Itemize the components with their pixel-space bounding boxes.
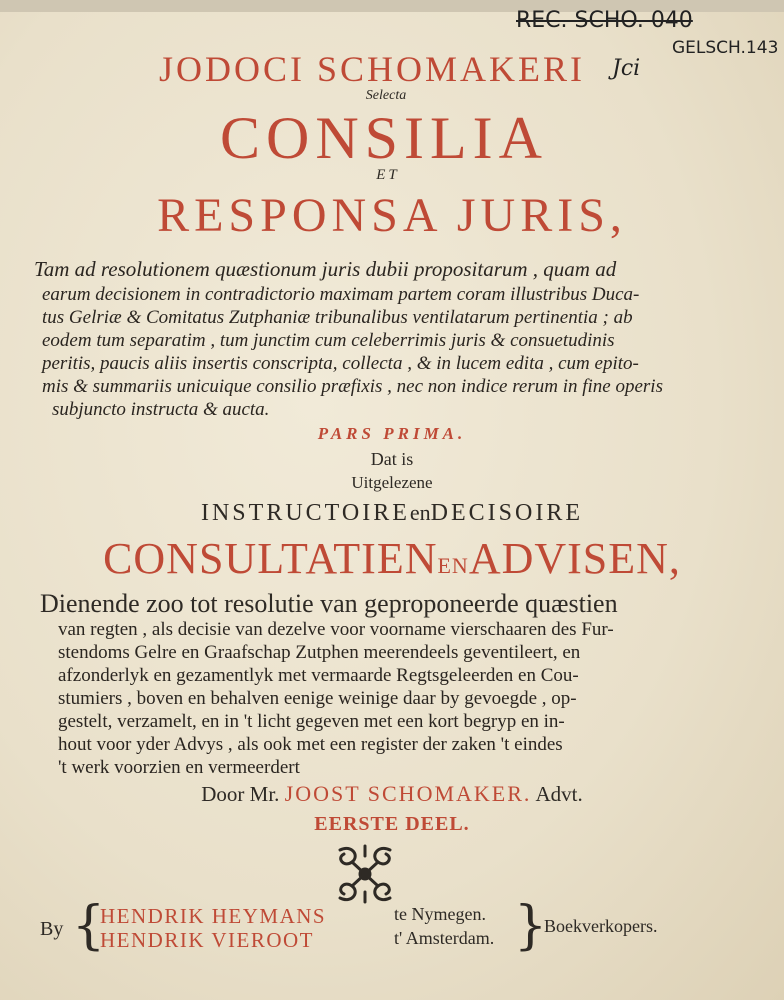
publisher-2: HENDRIK VIEROOT <box>100 928 315 952</box>
instructoire-line <box>0 500 784 527</box>
instructoire-en: en <box>409 500 431 525</box>
latin-line: subjuncto instructa & aucta. <box>52 399 270 420</box>
city-2: t' Amsterdam. <box>394 928 495 948</box>
latin-line: Tam ad resolutionem quæstionum juris dubii propositarum , quam ad <box>34 257 617 281</box>
dutch-line: Dienende zoo tot resolutie van geproponeerde quæstien <box>40 589 618 618</box>
door-prefix: Door Mr. <box>201 782 280 806</box>
et-label: ET <box>376 167 400 183</box>
consultatien-en: EN <box>437 553 469 578</box>
author-name: JOOST SCHOMAKER. <box>284 781 532 806</box>
handwritten-note: Jci <box>612 56 641 81</box>
printers-ornament-icon <box>330 842 400 906</box>
dutch-line: 't werk voorzien en vermeerdert <box>58 757 300 778</box>
advisen-word: ADVISEN, <box>468 534 681 583</box>
door-suffix: Advt. <box>535 782 583 806</box>
dutch-line: stumiers , boven en behalven eenige weinige daar by gevoegde , op- <box>58 688 577 709</box>
consilia-title: CONSILIA <box>220 105 548 171</box>
shelfmark-current: GELSCH.143 <box>672 38 779 58</box>
eerste-deel: EERSTE DEEL. <box>314 813 470 835</box>
imprint-by: By <box>40 918 64 940</box>
pars-prima: PARS PRIMA. <box>317 424 467 443</box>
dutch-line: gestelt, verzamelt, en in 't licht gegeven met een kort begryp en in- <box>58 711 565 732</box>
publisher-1: HENDRIK HEYMANS <box>100 904 327 928</box>
latin-line: peritis, paucis aliis insertis conscripta, collecta , & in lucem edita , cum epito- <box>42 353 639 374</box>
right-brace-icon: } <box>514 896 548 956</box>
latin-line: mis & summariis unicuique consilio præfixis , nec non indice rerum in fine operis <box>42 376 663 397</box>
uitgelezene: Uitgelezene <box>351 473 433 492</box>
consultatien-line <box>0 533 784 584</box>
responsa-title: RESPONSA JURIS, <box>157 189 627 242</box>
latin-line: eodem tum separatim , tum junctim cum celeberrimis juris & consuetudinis <box>42 330 615 351</box>
shelfmark-crossed: REC. SCHO. 040 <box>516 8 693 33</box>
door-line <box>0 781 784 807</box>
boekverkopers: Boekverkopers. <box>544 916 658 936</box>
author-title: JODOCI SCHOMAKERI <box>158 49 586 89</box>
latin-line: tus Gelriæ & Comitatus Zutphaniæ tribunalibus ventilatarum pertinentia ; ab <box>42 307 633 328</box>
dutch-line: van regten , als decisie van dezelve voor voorname vierschaaren des Fur- <box>58 619 614 640</box>
dutch-line: afzonderlyk en gezamentlyk met vermaarde Regtsgeleerden en Cou- <box>58 665 579 686</box>
city-1: te Nymegen. <box>394 904 486 924</box>
left-brace-icon: { <box>72 896 106 956</box>
dutch-line: stendoms Gelre en Graafschap Zutphen meerendeels geventileert, en <box>58 642 581 663</box>
decisoire-word: DECISOIRE <box>430 500 583 526</box>
instructoire-word: INSTRUCTOIRE <box>200 500 410 526</box>
dat-is: Dat is <box>370 449 414 469</box>
dutch-line: hout voor yder Advys , als ook met een register der zaken 't eindes <box>58 734 563 755</box>
consultatien-word: CONSULTATIEN <box>103 534 438 583</box>
selecta-label: Selecta <box>365 88 407 103</box>
latin-line: earum decisionem in contradictorio maximam partem coram illustribus Duca- <box>42 284 640 305</box>
